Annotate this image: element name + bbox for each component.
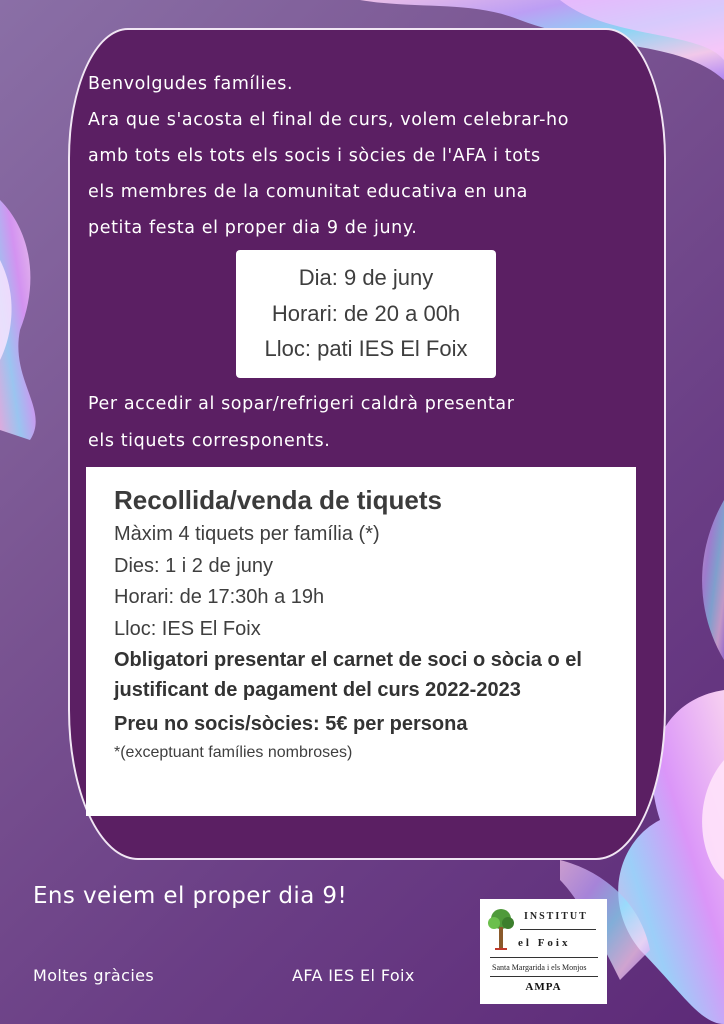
logo-line-ampa: AMPA: [525, 981, 562, 993]
event-time: Horari: de 20 a 00h: [271, 300, 461, 326]
tickets-note: *(exceptuant famílies nombroses): [114, 744, 353, 761]
tickets-max: Màxim 4 tiquets per família (*): [114, 523, 380, 545]
intro-text: [88, 66, 673, 246]
school-logo: [480, 899, 607, 1004]
logo-rule: [520, 929, 596, 930]
tickets-days: Dies: 1 i 2 de juny: [114, 554, 273, 577]
tickets-place: Lloc: IES El Foix: [114, 617, 261, 640]
logo-line-el-foix: el Foix: [518, 937, 571, 949]
intro-line: els membres de la comunitat educativa en una: [88, 182, 528, 202]
event-place: Lloc: pati IES El Foix: [264, 336, 468, 361]
intro-line: Ara que s'acosta el final de curs, volem celebrar-ho: [88, 110, 570, 130]
logo-rule: [490, 957, 598, 958]
intro-line: Benvolgudes famílies.: [88, 74, 294, 94]
event-day: Dia: 9 de juny: [298, 265, 434, 290]
closing-heading: Ens veiem el proper dia 9!: [33, 883, 348, 909]
access-line: els tiquets corresponents.: [88, 431, 331, 451]
tickets-title: Recollida/venda de tiquets: [114, 485, 442, 515]
logo-rule: [490, 976, 598, 977]
event-details-box: [236, 250, 496, 378]
intro-line: petita festa el proper dia 9 de juny.: [88, 218, 418, 238]
logo-line-town: Santa Margarida i els Monjos: [492, 963, 587, 972]
access-text: [88, 386, 673, 460]
thanks-text: Moltes gràcies: [33, 966, 155, 985]
tree-icon: [486, 907, 516, 951]
tickets-box: [86, 467, 636, 816]
tickets-mandatory: Obligatori presentar el carnet de soci o sòcia o el justificant de pagament del curs 2022-2023: [114, 649, 582, 701]
intro-line: amb tots els tots els socis i sòcies de l'AFA i tots: [88, 146, 541, 166]
access-line: Per accedir al sopar/refrigeri caldrà presentar: [88, 394, 515, 414]
afa-signature: AFA IES El Foix: [292, 966, 415, 985]
tickets-hours: Horari: de 17:30h a 19h: [114, 586, 325, 608]
tickets-price: Preu no socis/sòcies: 5€ per persona: [114, 713, 468, 735]
logo-line-institut: INSTITUT: [524, 911, 588, 922]
